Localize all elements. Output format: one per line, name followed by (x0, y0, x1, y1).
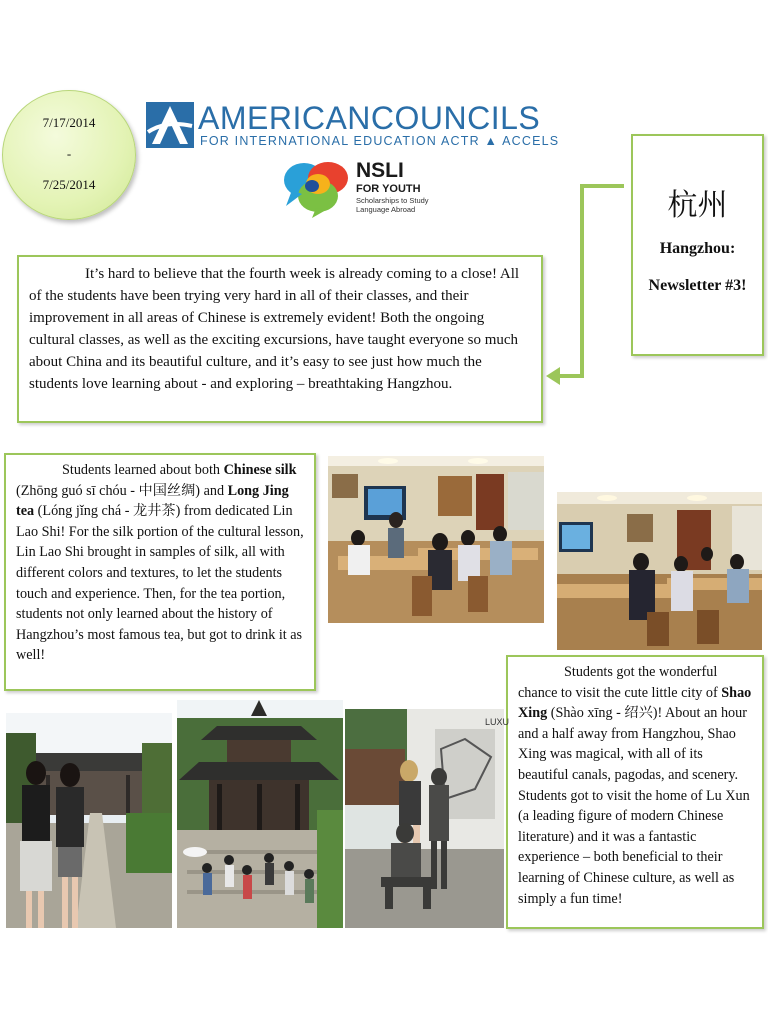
lu-xun-sign-text: LUXU (485, 717, 510, 727)
nsli-logo (282, 160, 432, 218)
newsletter-title-box (631, 134, 764, 356)
classroom-photo-1 (328, 456, 544, 623)
nsli-tagline (356, 196, 436, 214)
shao-text-1: Students got the wonderful chance to visit the cute little city of (518, 664, 722, 701)
start-date: 7/17/2014 (42, 115, 96, 130)
american-councils-subtitle: FOR INTERNATIONAL EDUCATION ACTR ▲ ACCELS (200, 134, 560, 148)
shao-xing-text-box (506, 655, 764, 929)
nsli-tagline-line-1: Scholarships to Study (356, 196, 429, 205)
pavilion-students-photo (6, 713, 172, 928)
shao-text-2: (Shào xīng - 绍兴)! About an hour and a half away from Hangzhou, Shao Xing was magical, with all of its beautiful canals, pagodas, and scenery. Students got to visit the home of Lu Xun (a leading figure of modern Chinese literature) and it was a fantastic experience – both beneficial to their learning of Chinese culture, as well as simply a fun time! (518, 705, 750, 907)
classroom-photo-2 (557, 492, 762, 650)
silk-text-2: (Zhōng guó sī chóu - 中国丝绸) and (16, 482, 228, 499)
city-name-chinese: 杭州 (667, 189, 728, 222)
american-councils-icon (146, 102, 194, 148)
pagoda-crowd-photo (177, 700, 343, 928)
nsli-tagline-line-2: Language Abroad (356, 205, 416, 214)
intro-paragraph: It’s hard to believe that the fourth week is already coming to a close! All of the students have been trying very hard in all of their classes, and their improvement in all areas of Chinese is extremely evident! Both the ongoing cultural classes, as well as the exciting excursions, have taught everyone so much about China and its beautiful culture, and it’s easy to see just how much the students love learning about - and exploring – breathtaking Hangzhou. (29, 266, 520, 392)
date-separator: - (66, 146, 72, 161)
shao-xing-term: Shao Xing (518, 684, 752, 722)
silk-text-1: Students learned about both (62, 462, 224, 478)
speech-bubbles-icon (282, 160, 354, 218)
nsli-name: NSLI (356, 159, 404, 182)
date-range-circle (2, 90, 136, 220)
american-councils-name: AMERICANCOUNCILS (198, 100, 541, 136)
intro-text-box (17, 255, 543, 423)
silk-tea-text-box (4, 453, 316, 691)
newsletter-number: Newsletter #3! (648, 277, 747, 294)
connector-arrow-icon (540, 178, 640, 388)
end-date: 7/25/2014 (42, 177, 96, 192)
nsli-for-youth: FOR YOUTH (356, 183, 421, 195)
silk-text-3: (Lóng jǐng chá - 龙井茶) from dedicated Lin Lao Shi! For the silk portion of the cultural lesson, Lin Lao Shi brought in samples of silk, all with different colors and textures, to let the students touch and experience. Then, for the tea portion, students not only learned about the history of Hangzhou’s most famous tea, but got to drink it as well! (16, 503, 304, 664)
american-councils-logo (146, 100, 594, 152)
lu-xun-statue-photo (345, 709, 510, 928)
city-name-english: Hangzhou: (659, 240, 736, 257)
tea-term: Long Jing tea (16, 482, 289, 520)
silk-term: Chinese silk (223, 462, 297, 478)
silk-tea-paragraph (16, 460, 304, 666)
shao-xing-paragraph (518, 662, 754, 909)
